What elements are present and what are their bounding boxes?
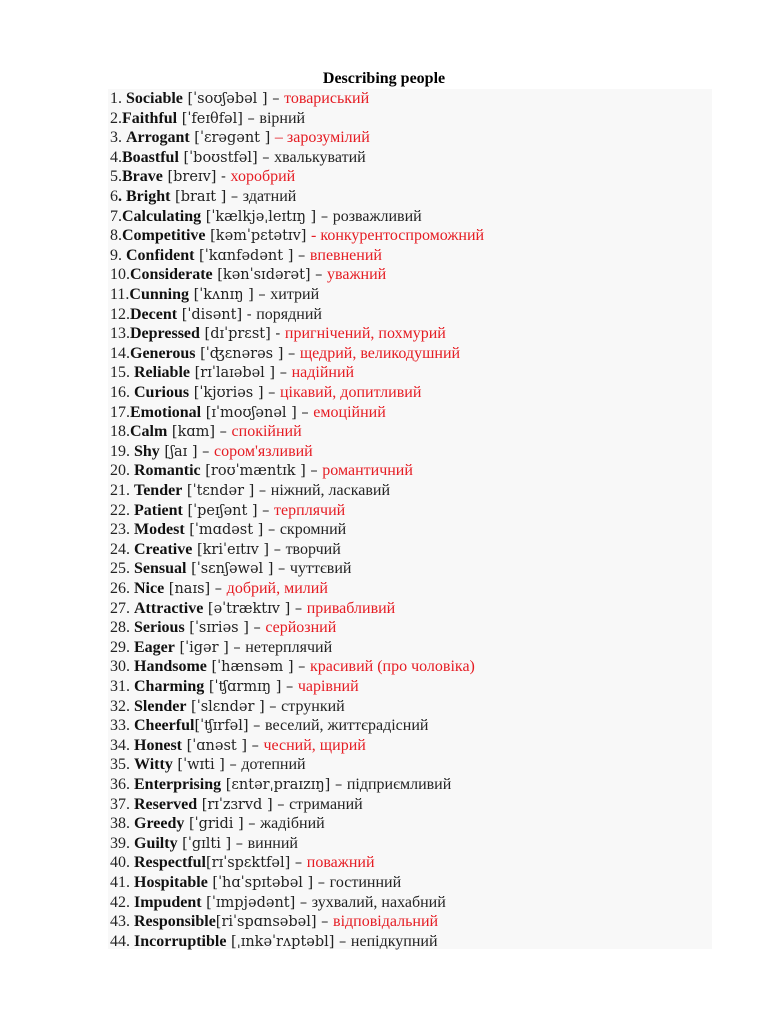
item-word: Boastful bbox=[122, 148, 179, 166]
item-number: 43. bbox=[110, 913, 134, 931]
item-word: Generous bbox=[130, 344, 196, 362]
item-translation: дотепний bbox=[241, 756, 306, 774]
item-transcription: [ˈɪmpjədənt] – bbox=[201, 894, 312, 911]
item-translation: веселий, життєрадісний bbox=[265, 717, 429, 735]
item-transcription: [ˈmɑdəst ] – bbox=[184, 522, 280, 539]
item-word: Eager bbox=[134, 638, 175, 656]
list-item bbox=[110, 442, 313, 462]
item-transcription: [ˈʤɛnərəs ] – bbox=[195, 345, 300, 362]
list-item bbox=[110, 109, 305, 129]
item-translation: розважливий bbox=[332, 207, 422, 225]
item-transcription: [rɪˈlaɪəbəl ] – bbox=[190, 365, 292, 382]
item-word: Charming bbox=[134, 678, 205, 695]
item-word: Brave bbox=[122, 168, 163, 186]
item-transcription: [ˈsoʊʃəbəl ] – bbox=[182, 91, 285, 107]
item-word: Witty bbox=[134, 756, 173, 774]
item-transcription: [kɑm] – bbox=[167, 424, 232, 441]
item-word: Honest bbox=[134, 736, 182, 754]
item-word: Reserved bbox=[134, 795, 198, 813]
item-number: 24. bbox=[110, 540, 134, 558]
item-word: Faithful bbox=[122, 109, 178, 127]
item-transcription: [ˈsɪriəs ] – bbox=[184, 620, 266, 637]
item-number: 26. bbox=[110, 580, 134, 597]
item-transcription: [ˈɑnəst ] – bbox=[182, 737, 264, 754]
item-translation: надійний bbox=[291, 364, 355, 382]
item-word: Decent bbox=[130, 305, 178, 323]
item-translation: непідкупний bbox=[350, 932, 438, 950]
item-transcription: [roʊˈmæntɪk ] – bbox=[200, 463, 323, 480]
item-number: 4. bbox=[110, 148, 122, 166]
list-item bbox=[110, 736, 366, 756]
item-number: 31. bbox=[110, 678, 134, 695]
item-translation: скромний bbox=[279, 521, 347, 539]
item-transcription: [ˈʧɑrmɪŋ ] – bbox=[204, 679, 298, 695]
item-transcription: [ˈkʌnɪŋ ] – bbox=[189, 287, 271, 303]
item-number: 34. bbox=[110, 736, 134, 754]
list-item bbox=[110, 167, 295, 187]
item-number: 19. bbox=[110, 442, 134, 460]
list-item bbox=[110, 893, 446, 913]
item-transcription: [ˌɪnkəˈrʌptəbl] – bbox=[226, 933, 351, 950]
item-transcription: [ɪˈmoʊʃənəl ] – bbox=[201, 404, 314, 421]
list-item bbox=[110, 599, 395, 619]
item-number: 33. bbox=[110, 717, 134, 735]
list-item bbox=[110, 716, 428, 736]
item-translation: привабливий bbox=[306, 599, 396, 617]
item-translation: щедрий, великодушний bbox=[299, 344, 461, 362]
item-word: Slender bbox=[134, 697, 187, 715]
item-translation: серйозний bbox=[265, 619, 337, 637]
item-translation: стрункий bbox=[281, 697, 345, 715]
item-word: Cheerful bbox=[134, 717, 195, 735]
item-number: 38. bbox=[110, 815, 134, 833]
list-item bbox=[110, 932, 438, 952]
item-word: Sociable bbox=[126, 90, 183, 107]
list-item bbox=[110, 638, 332, 658]
vocabulary-list bbox=[108, 89, 712, 949]
list-item bbox=[110, 834, 298, 854]
list-item bbox=[110, 795, 363, 815]
item-word: Impudent bbox=[134, 893, 202, 911]
item-transcription: [ˈboʊstfəl] – bbox=[178, 149, 275, 166]
list-item bbox=[110, 559, 351, 579]
item-translation: хоробрий bbox=[230, 168, 296, 186]
list-item bbox=[110, 344, 460, 364]
item-number: 1. bbox=[110, 90, 126, 107]
list-item bbox=[110, 814, 325, 834]
list-item bbox=[110, 89, 369, 109]
list-item bbox=[110, 912, 438, 932]
item-transcription: [breɪv] - bbox=[162, 169, 231, 186]
item-translation: цікавий, допитливий bbox=[279, 384, 422, 401]
item-number: 21. bbox=[110, 482, 134, 499]
item-number: 37. bbox=[110, 795, 134, 813]
item-transcription: [əˈtræktɪv ] – bbox=[203, 600, 307, 617]
item-transcription: [ˈpeɪʃənt ] – bbox=[182, 502, 275, 519]
list-item bbox=[110, 187, 296, 207]
list-item bbox=[110, 285, 319, 305]
item-word: Greedy bbox=[134, 815, 185, 833]
item-word: Modest bbox=[134, 521, 185, 539]
item-number: 41. bbox=[110, 874, 134, 891]
item-number: 9. bbox=[110, 246, 126, 264]
item-transcription: [kəmˈpɛtətɪv] bbox=[205, 228, 312, 245]
list-item bbox=[110, 226, 484, 246]
item-translation: терплячий bbox=[274, 501, 346, 519]
item-transcription: [ˈigər ] – bbox=[174, 639, 246, 656]
item-transcription: [ˈhɑˈspɪtəbəl ] – bbox=[207, 875, 330, 891]
item-transcription: [ˈgridi ] – bbox=[184, 816, 261, 833]
item-number: 30. bbox=[110, 658, 134, 676]
list-item bbox=[110, 618, 336, 638]
item-word: Confident bbox=[126, 246, 195, 264]
list-item bbox=[110, 657, 475, 677]
item-word: Competitive bbox=[122, 227, 206, 245]
item-translation: жадібний bbox=[260, 815, 325, 833]
list-item bbox=[110, 677, 359, 697]
item-translation: впевнений bbox=[309, 246, 382, 264]
item-translation: товариський bbox=[284, 90, 370, 107]
item-translation: нетерплячий bbox=[245, 638, 333, 656]
list-item bbox=[110, 853, 375, 873]
item-number: 6 bbox=[110, 188, 118, 205]
item-transcription: [ɛntərˌpraɪzɪŋ] – bbox=[221, 777, 347, 793]
item-transcription: [naɪs] – bbox=[164, 581, 227, 597]
item-transcription: [ˈtɛndər ] – bbox=[182, 483, 271, 499]
item-translation: гостинний bbox=[329, 874, 402, 891]
list-item bbox=[110, 324, 446, 344]
item-transcription: [ˈdisənt] - bbox=[177, 306, 257, 323]
item-transcription: [kriˈeɪtɪv ] – bbox=[192, 541, 286, 558]
list-item bbox=[110, 383, 421, 403]
item-number: 16. bbox=[110, 384, 134, 401]
item-word: Respectful bbox=[134, 854, 206, 872]
item-translation: чесний, щирий bbox=[263, 736, 366, 754]
list-item bbox=[110, 403, 386, 423]
item-number: 18. bbox=[110, 423, 130, 441]
item-number: 5. bbox=[110, 168, 122, 186]
item-translation: зухвалий, нахабний bbox=[311, 893, 446, 911]
list-item bbox=[110, 755, 306, 775]
item-word: Tender bbox=[134, 482, 183, 499]
item-translation: поважний bbox=[306, 854, 375, 872]
item-word: Romantic bbox=[134, 462, 201, 480]
item-translation: відповідальний bbox=[333, 913, 439, 931]
item-number: 20. bbox=[110, 462, 134, 480]
item-word: Curious bbox=[134, 384, 190, 401]
item-number: 42. bbox=[110, 893, 134, 911]
item-word: Nice bbox=[134, 580, 165, 597]
list-item bbox=[110, 501, 345, 521]
item-translation: хвалькуватий bbox=[274, 148, 366, 166]
item-transcription: [ˈslɛndər ] – bbox=[186, 698, 282, 715]
item-transcription: [ˈɛrəgənt ] bbox=[189, 130, 275, 147]
item-transcription: [dɪˈprɛst] - bbox=[199, 326, 285, 343]
item-word: Attractive bbox=[134, 599, 204, 617]
item-translation: добрий, милий bbox=[226, 580, 328, 597]
item-word: Cunning bbox=[129, 286, 189, 303]
item-number: 13. bbox=[110, 325, 130, 343]
item-translation: здатний bbox=[242, 188, 297, 205]
item-number: 14. bbox=[110, 344, 130, 362]
list-item bbox=[110, 520, 346, 540]
item-number: 28. bbox=[110, 619, 134, 637]
item-number: 11. bbox=[110, 286, 130, 303]
item-word: Handsome bbox=[134, 658, 207, 676]
item-transcription: [ˈkɑnfədənt ] – bbox=[194, 247, 310, 264]
item-word: Depressed bbox=[130, 325, 200, 343]
list-item bbox=[110, 265, 386, 285]
list-item bbox=[110, 461, 413, 481]
item-number: 17. bbox=[110, 403, 130, 421]
item-translation: уважний bbox=[327, 266, 387, 284]
item-transcription: [ˈʧɪrfəl] – bbox=[194, 718, 266, 735]
item-number: 36. bbox=[110, 776, 134, 793]
item-number: 27. bbox=[110, 599, 134, 617]
item-word: Shy bbox=[134, 442, 160, 460]
item-word: Calm bbox=[130, 423, 168, 441]
item-translation: вірний bbox=[259, 109, 306, 127]
item-transcription: [riˈspɑnsəbəl] – bbox=[215, 914, 334, 931]
list-item bbox=[110, 775, 451, 795]
item-word: Creative bbox=[134, 540, 193, 558]
item-number: 32. bbox=[110, 697, 134, 715]
item-number: 12. bbox=[110, 305, 130, 323]
item-number: 25. bbox=[110, 560, 134, 578]
page-title: Describing people bbox=[322, 70, 446, 87]
item-word: Serious bbox=[134, 619, 185, 637]
item-word: Calculating bbox=[122, 207, 202, 225]
list-item bbox=[110, 246, 382, 266]
item-number: 10. bbox=[110, 266, 130, 284]
list-item bbox=[110, 873, 401, 893]
item-word: Responsible bbox=[134, 913, 216, 931]
item-translation: хитрий bbox=[270, 286, 320, 303]
item-word: Emotional bbox=[130, 403, 202, 421]
item-number: 40. bbox=[110, 854, 134, 872]
list-item bbox=[110, 540, 341, 560]
item-word: Considerate bbox=[130, 266, 213, 284]
item-translation: порядний bbox=[256, 305, 322, 323]
item-transcription: [ˈkælkjəˌleɪtɪŋ ] – bbox=[201, 208, 333, 225]
item-translation: – зарозумілий bbox=[274, 129, 370, 147]
list-item bbox=[110, 697, 345, 717]
item-number: 39. bbox=[110, 834, 134, 852]
item-number: 3. bbox=[110, 129, 126, 147]
item-word: . Bright bbox=[118, 188, 171, 205]
item-number: 23. bbox=[110, 521, 134, 539]
item-transcription: [rɪˈspɛktfəl] – bbox=[205, 855, 307, 872]
item-transcription: [ˈwɪti ] – bbox=[172, 757, 242, 774]
item-translation: пригнічений, похмурий bbox=[284, 325, 446, 343]
item-transcription: [kənˈsɪdərət] – bbox=[212, 267, 328, 284]
item-word: Arrogant bbox=[126, 129, 190, 147]
list-item bbox=[110, 128, 370, 148]
list-item bbox=[110, 579, 328, 599]
item-word: Incorruptible bbox=[134, 932, 227, 950]
item-word: Enterprising bbox=[134, 776, 222, 793]
item-word: Patient bbox=[134, 501, 183, 519]
item-translation: стриманий bbox=[289, 795, 363, 813]
item-translation: винний bbox=[247, 834, 298, 852]
list-item bbox=[110, 305, 322, 325]
list-item bbox=[110, 363, 354, 383]
item-number: 15. bbox=[110, 364, 134, 382]
item-number: 2. bbox=[110, 109, 122, 127]
item-translation: чарівний bbox=[297, 678, 359, 695]
item-transcription: [ˈsɛnʃəwəl ] – bbox=[186, 561, 290, 578]
item-transcription: [ʃaɪ ] – bbox=[159, 443, 215, 460]
list-item bbox=[110, 422, 302, 442]
item-number: 7. bbox=[110, 207, 122, 225]
list-item bbox=[110, 207, 422, 227]
item-translation: - конкурентоспроможний bbox=[311, 227, 485, 245]
item-word: Sensual bbox=[134, 560, 187, 578]
item-number: 35. bbox=[110, 756, 134, 774]
item-transcription: [ˈfeɪθfəl] – bbox=[177, 110, 260, 127]
item-transcription: [ˈgɪlti ] – bbox=[177, 835, 248, 852]
list-item bbox=[110, 148, 366, 168]
item-number: 29. bbox=[110, 638, 134, 656]
item-word: Reliable bbox=[134, 364, 190, 382]
item-translation: чуттєвий bbox=[289, 560, 352, 578]
item-translation: підприємливий bbox=[346, 776, 452, 793]
item-translation: творчий bbox=[285, 540, 341, 558]
item-translation: емоційний bbox=[313, 403, 386, 421]
item-translation: спокійний bbox=[231, 423, 302, 441]
item-translation: ніжний, ласкавий bbox=[270, 482, 391, 499]
item-number: 44. bbox=[110, 932, 134, 950]
item-number: 8. bbox=[110, 227, 122, 245]
item-number: 22. bbox=[110, 501, 134, 519]
list-item bbox=[110, 481, 390, 501]
item-word: Hospitable bbox=[134, 874, 208, 891]
item-transcription: [ˈkjʊriəs ] – bbox=[189, 385, 280, 401]
item-transcription: [braɪt ] – bbox=[170, 189, 243, 205]
item-translation: красивий (про чоловіка) bbox=[309, 658, 475, 676]
item-word: Guilty bbox=[134, 834, 178, 852]
item-transcription: [ˈhænsəm ] – bbox=[206, 659, 310, 676]
item-transcription: [rɪˈzɜrvd ] – bbox=[197, 796, 290, 813]
item-translation: романтичний bbox=[322, 462, 413, 480]
item-translation: сором'язливий bbox=[214, 442, 313, 460]
